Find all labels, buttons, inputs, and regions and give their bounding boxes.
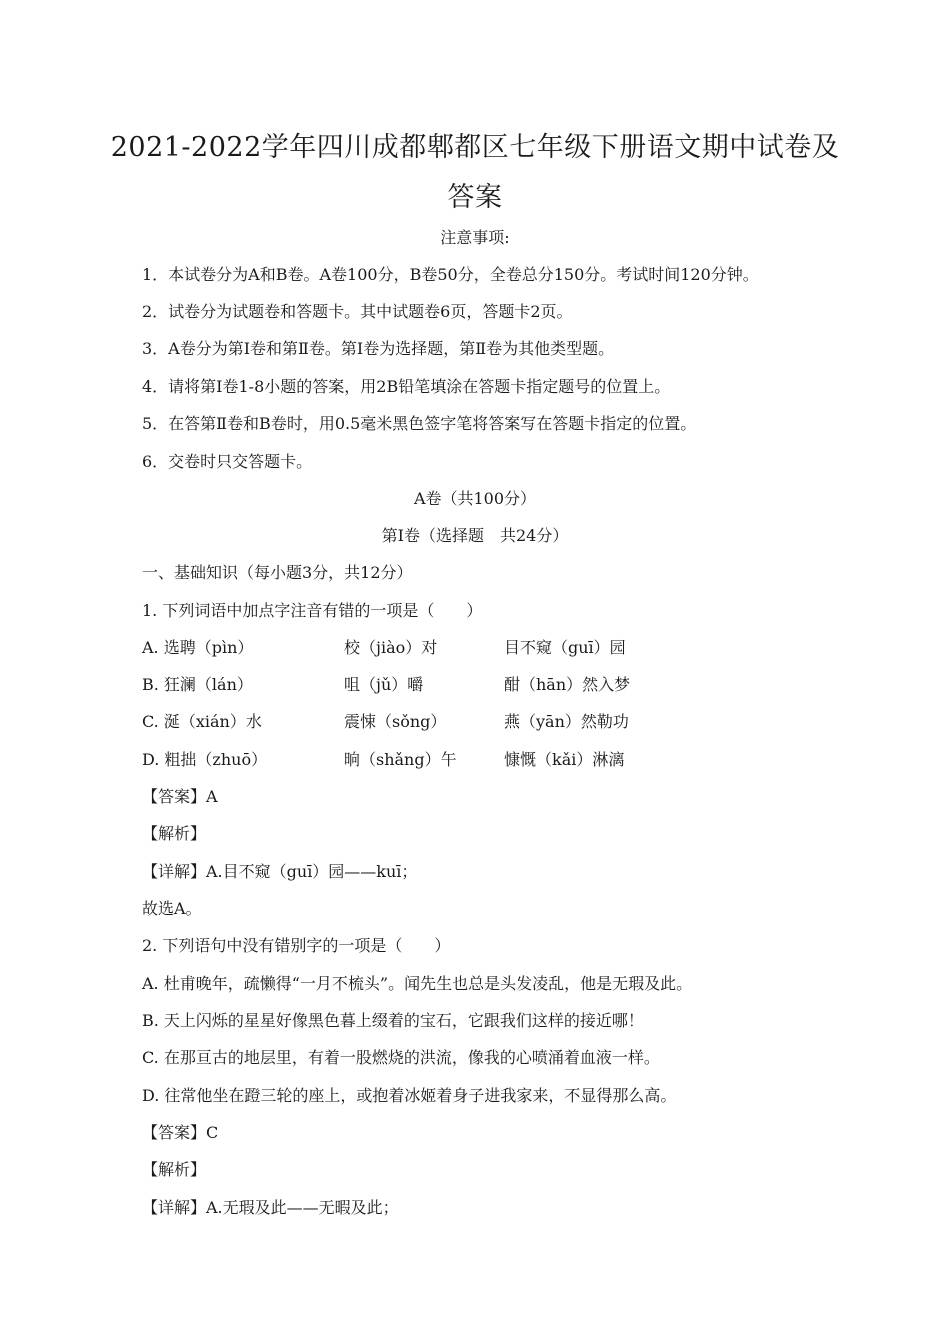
document-title-line1: 2021-2022学年四川成都郫都区七年级下册语文期中试卷及 bbox=[110, 132, 840, 163]
q1-option-a-item3: 目不窥（guī）园 bbox=[504, 638, 626, 657]
q1-option-d-item1: D. 粗拙（zhuō） bbox=[142, 750, 268, 769]
q1-option-b-item1: B. 狂澜（lán） bbox=[142, 675, 253, 694]
q1-option-d-item2: 晌（shǎng）午 bbox=[344, 750, 457, 769]
q1-option-a-item1: A. 选聘（pìn） bbox=[142, 638, 254, 657]
q1-option-c-item1: C. 涎（xián）水 bbox=[142, 712, 262, 731]
q2-option-b: B. 天上闪烁的星星好像黑色暮上缀着的宝石，它跟我们这样的接近哪！ bbox=[142, 1011, 644, 1030]
q1-conclusion: 故选A。 bbox=[142, 899, 202, 918]
q1-option-d-item3: 慷慨（kǎi）淋漓 bbox=[504, 750, 625, 769]
q1-option-a-item2: 校（jiào）对 bbox=[344, 638, 438, 657]
q1-option-c-item2: 震悚（sǒng） bbox=[344, 712, 447, 731]
q1-analysis: 【解析】 bbox=[142, 824, 207, 843]
q1-answer: 【答案】A bbox=[142, 787, 218, 806]
q2-analysis: 【解析】 bbox=[142, 1160, 207, 1179]
notice-item: 4．请将第Ⅰ卷1-8小题的答案，用2B铅笔填涂在答题卡指定题号的位置上。 bbox=[142, 377, 671, 396]
q1-option-b-item2: 咀（jǔ）嚼 bbox=[344, 675, 424, 694]
notice-item: 2．试卷分为试题卷和答题卡。其中试题卷6页，答题卡2页。 bbox=[142, 302, 573, 321]
q2-option-c: C. 在那亘古的地层里，有着一股燃烧的洪流，像我的心喷涌着血液一样。 bbox=[142, 1048, 660, 1067]
notice-heading: 注意事项: bbox=[440, 228, 510, 247]
notice-item: 1．本试卷分为A和B卷。A卷100分，B卷50分，全卷总分150分。考试时间120分钟。 bbox=[142, 265, 759, 284]
question-1-stem: 1. 下列词语中加点字注音有错的一项是（ ） bbox=[142, 601, 483, 620]
subsection-heading: 一、基础知识（每小题3分，共12分） bbox=[142, 563, 413, 582]
q2-option-a: A. 杜甫晚年，疏懒得“一月不梳头”。闻先生也总是头发凌乱，他是无瑕及此。 bbox=[142, 974, 693, 993]
q2-detail: 【详解】A.无瑕及此——无暇及此； bbox=[142, 1198, 399, 1217]
part-1-heading: 第Ⅰ卷（选择题 共24分） bbox=[381, 526, 569, 545]
q1-option-c-item3: 燕（yān）然勒功 bbox=[504, 712, 629, 731]
q2-answer: 【答案】C bbox=[142, 1123, 219, 1142]
section-a-heading: A卷（共100分） bbox=[413, 489, 537, 508]
notice-item: 3．A卷分为第Ⅰ卷和第Ⅱ卷。第Ⅰ卷为选择题，第Ⅱ卷为其他类型题。 bbox=[142, 339, 615, 358]
q1-option-b-item3: 酣（hān）然入梦 bbox=[504, 675, 631, 694]
notice-item: 6．交卷时只交答题卡。 bbox=[142, 452, 313, 471]
notice-item: 5．在答第Ⅱ卷和B卷时，用0.5毫米黑色签字笔将答案写在答题卡指定的位置。 bbox=[142, 414, 697, 433]
question-2-stem: 2. 下列语句中没有错别字的一项是（ ） bbox=[142, 936, 451, 955]
q2-option-d: D. 往常他坐在蹬三轮的座上，或抱着冰姬着身子进我家来，不显得那么高。 bbox=[142, 1086, 677, 1105]
document-title-line2: 答案 bbox=[447, 182, 503, 213]
q1-detail: 【详解】A.目不窥（guī）园——kuī； bbox=[142, 862, 418, 881]
